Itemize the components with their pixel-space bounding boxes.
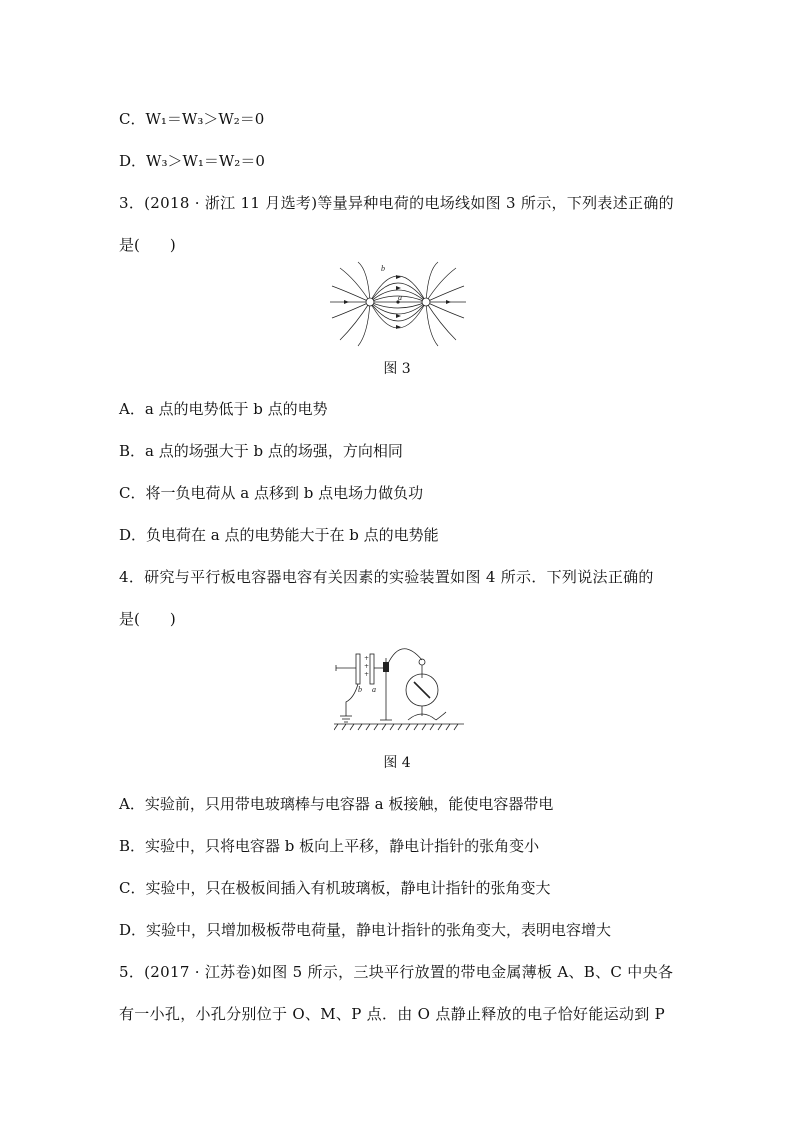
figure-4-caption: 图 4 (383, 755, 411, 771)
option-d-q4: D．实验中，只增加极板带电荷量，静电计指针的张角变大，表明电容增大 (119, 921, 612, 939)
figure-3-field-lines (328, 260, 468, 348)
figure-3-caption: 图 3 (383, 361, 411, 377)
figure-4-apparatus (334, 640, 464, 732)
option-a-q3: A．a 点的电势低于 b 点的电势 (119, 400, 328, 418)
figure-3-label-b: b (381, 264, 385, 273)
option-c-q3: C．将一负电荷从 a 点移到 b 点电场力做负功 (119, 484, 424, 502)
svg-text:+: + (364, 663, 370, 670)
figure-4-label-b: b (358, 685, 362, 694)
svg-text:+: + (364, 671, 370, 678)
option-d-q3: D．负电荷在 a 点的电势能大于在 b 点的电势能 (119, 526, 439, 544)
option-c-q4: C．实验中，只在极板间插入有机玻璃板，静电计指针的张角变大 (119, 879, 551, 897)
question-5-stem: 5．(2017 · 江苏卷)如图 5 所示，三块平行放置的带电金属薄板 A、B、C 中央各 (119, 963, 674, 981)
option-a-q4: A．实验前，只用带电玻璃棒与电容器 a 板接触，能使电容器带电 (119, 795, 554, 813)
question-4-stem-cont: 是( ) (119, 610, 176, 628)
question-3-stem-cont: 是( ) (119, 236, 176, 254)
figure-3-label-a: a (398, 293, 402, 302)
question-4-stem: 4．研究与平行板电容器电容有关因素的实验装置如图 4 所示．下列说法正确的 (119, 568, 654, 586)
option-d-q2: D．W₃＞W₁＝W₂＝0 (119, 152, 265, 170)
option-b-q4: B．实验中，只将电容器 b 板向上平移，静电计指针的张角变小 (119, 837, 540, 855)
svg-text:+: + (364, 655, 370, 662)
question-3-stem: 3．(2018 · 浙江 11 月选考)等量异种电荷的电场线如图 3 所示，下列表述正确的 (119, 194, 674, 212)
question-5-stem-cont: 有一小孔，小孔分别位于 O、M、P 点．由 O 点静止释放的电子恰好能运动到 P (119, 1005, 665, 1023)
figure-4-label-a: a (372, 685, 376, 694)
option-b-q3: B．a 点的场强大于 b 点的场强，方向相同 (119, 442, 403, 460)
option-c-q2: C．W₁＝W₃＞W₂＝0 (119, 110, 265, 128)
